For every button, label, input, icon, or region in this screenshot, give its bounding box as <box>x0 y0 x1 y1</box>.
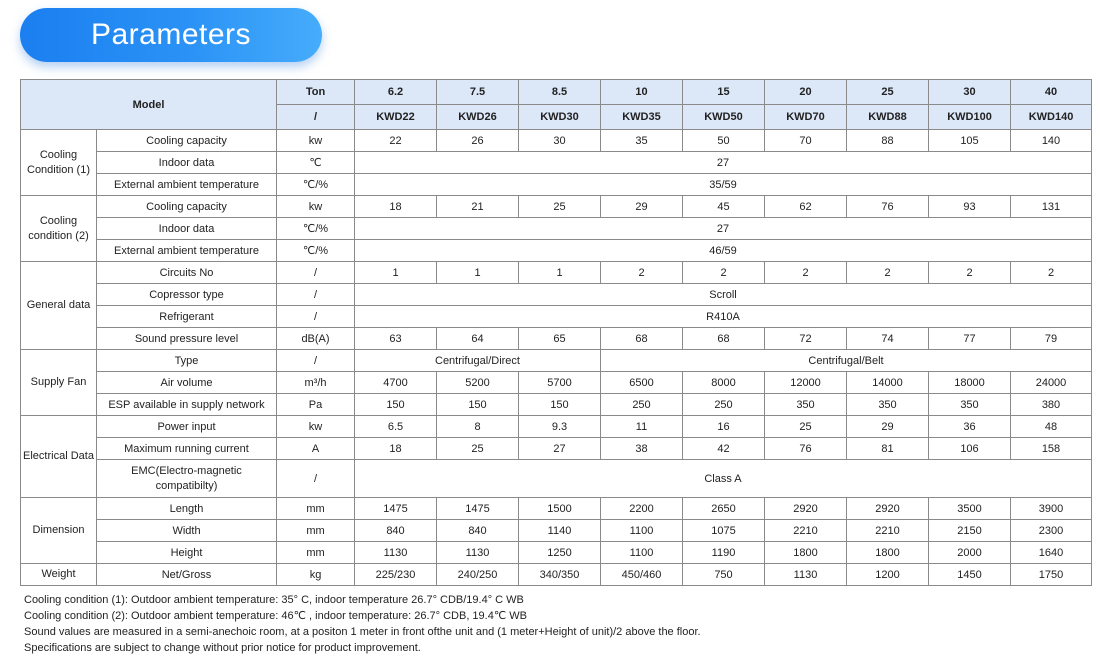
row-unit: / <box>277 262 355 284</box>
cell-value: 1 <box>519 262 601 284</box>
table-row <box>21 240 1092 262</box>
cell-value: 16 <box>683 416 765 438</box>
group-weight: Weight <box>21 564 97 586</box>
model-code: KWD30 <box>519 105 601 130</box>
cell-value: 35/59 <box>355 174 1092 196</box>
cell-value: 1450 <box>929 564 1011 586</box>
cell-value: 1130 <box>355 542 437 564</box>
row-unit: / <box>277 306 355 328</box>
cell-value: 2200 <box>601 498 683 520</box>
table-row <box>21 542 1092 564</box>
cell-value: 1 <box>437 262 519 284</box>
cell-value: 2 <box>847 262 929 284</box>
cell-value: Centrifugal/Belt <box>601 350 1092 372</box>
ton-value: 6.2 <box>355 80 437 105</box>
cell-value: 72 <box>765 328 847 350</box>
model-code: KWD22 <box>355 105 437 130</box>
cell-value: 2150 <box>929 520 1011 542</box>
table-row <box>21 218 1092 240</box>
row-unit: m³/h <box>277 372 355 394</box>
cell-value: 1190 <box>683 542 765 564</box>
cell-value: 63 <box>355 328 437 350</box>
cell-value: 350 <box>929 394 1011 416</box>
cell-value: 46/59 <box>355 240 1092 262</box>
cell-value: 2920 <box>765 498 847 520</box>
table-row <box>21 460 1092 498</box>
table-row <box>21 328 1092 350</box>
cell-value: 1130 <box>437 542 519 564</box>
row-unit: kg <box>277 564 355 586</box>
cell-value: 29 <box>847 416 929 438</box>
cell-value: 74 <box>847 328 929 350</box>
row-unit: mm <box>277 520 355 542</box>
row-label: ESP available in supply network <box>97 394 277 416</box>
cell-value: 38 <box>601 438 683 460</box>
cell-value: 12000 <box>765 372 847 394</box>
model-header: Model <box>21 80 277 130</box>
row-unit: ℃/% <box>277 218 355 240</box>
cell-value: 450/460 <box>601 564 683 586</box>
cell-value: 25 <box>519 196 601 218</box>
table-row <box>21 416 1092 438</box>
row-unit: mm <box>277 498 355 520</box>
cell-value: 64 <box>437 328 519 350</box>
cell-value: 6500 <box>601 372 683 394</box>
model-code: KWD88 <box>847 105 929 130</box>
row-label: Indoor data <box>97 218 277 240</box>
cell-value: 26 <box>437 130 519 152</box>
table-row <box>21 372 1092 394</box>
row-label: Copressor type <box>97 284 277 306</box>
ton-value: 40 <box>1011 80 1092 105</box>
model-code: KWD140 <box>1011 105 1092 130</box>
cell-value: 150 <box>437 394 519 416</box>
cell-value: 225/230 <box>355 564 437 586</box>
cell-value: 150 <box>355 394 437 416</box>
cell-value: 1800 <box>765 542 847 564</box>
row-unit: kw <box>277 416 355 438</box>
cell-value: 350 <box>765 394 847 416</box>
table-row <box>21 394 1092 416</box>
cell-value: 350 <box>847 394 929 416</box>
cell-value: 2300 <box>1011 520 1092 542</box>
row-unit: ℃ <box>277 152 355 174</box>
cell-value: 105 <box>929 130 1011 152</box>
row-label: Net/Gross <box>97 564 277 586</box>
cell-value: 158 <box>1011 438 1092 460</box>
cell-value: 93 <box>929 196 1011 218</box>
cell-value: 4700 <box>355 372 437 394</box>
cell-value: 2920 <box>847 498 929 520</box>
cell-value: Class A <box>355 460 1092 498</box>
ton-value: 15 <box>683 80 765 105</box>
row-label: Refrigerant <box>97 306 277 328</box>
ton-value: 20 <box>765 80 847 105</box>
cell-value: 2210 <box>765 520 847 542</box>
cell-value: 50 <box>683 130 765 152</box>
row-label: Sound pressure level <box>97 328 277 350</box>
ton-value: 30 <box>929 80 1011 105</box>
cell-value: 2 <box>601 262 683 284</box>
cell-value: 1130 <box>765 564 847 586</box>
cell-value: 1100 <box>601 520 683 542</box>
cell-value: 88 <box>847 130 929 152</box>
cell-value: 27 <box>519 438 601 460</box>
row-label: Indoor data <box>97 152 277 174</box>
cell-value: 2 <box>765 262 847 284</box>
table-row <box>21 520 1092 542</box>
ton-value: 7.5 <box>437 80 519 105</box>
cell-value: 1075 <box>683 520 765 542</box>
cell-value: 2 <box>1011 262 1092 284</box>
table-row <box>21 262 1092 284</box>
cell-value: 150 <box>519 394 601 416</box>
cell-value: 2210 <box>847 520 929 542</box>
row-label: Cooling capacity <box>97 196 277 218</box>
cell-value: 62 <box>765 196 847 218</box>
cell-value: 8 <box>437 416 519 438</box>
model-code: KWD50 <box>683 105 765 130</box>
cell-value: 68 <box>601 328 683 350</box>
cell-value: 750 <box>683 564 765 586</box>
cell-value: 5700 <box>519 372 601 394</box>
cell-value: 240/250 <box>437 564 519 586</box>
cell-value: 1750 <box>1011 564 1092 586</box>
model-code: KWD70 <box>765 105 847 130</box>
cell-value: 1640 <box>1011 542 1092 564</box>
cell-value: 22 <box>355 130 437 152</box>
cell-value: 77 <box>929 328 1011 350</box>
ton-value: 25 <box>847 80 929 105</box>
cell-value: 21 <box>437 196 519 218</box>
footnote: Sound values are measured in a semi-anechoic room, at a positon 1 meter in front ofthe unit and (1 meter+Height of unit)/2 above the floor. <box>24 626 701 638</box>
cell-value: 1 <box>355 262 437 284</box>
cell-value: 2650 <box>683 498 765 520</box>
cell-value: 2000 <box>929 542 1011 564</box>
row-unit: ℃/% <box>277 174 355 196</box>
row-unit: kw <box>277 130 355 152</box>
cell-value: Centrifugal/Direct <box>355 350 601 372</box>
cell-value: 27 <box>355 218 1092 240</box>
cell-value: 65 <box>519 328 601 350</box>
cell-value: 27 <box>355 152 1092 174</box>
cell-value: 3500 <box>929 498 1011 520</box>
cell-value: 81 <box>847 438 929 460</box>
group-general: General data <box>21 262 97 350</box>
row-unit: / <box>277 350 355 372</box>
cell-value: 8000 <box>683 372 765 394</box>
row-unit: / <box>277 284 355 306</box>
model-code: KWD26 <box>437 105 519 130</box>
cell-value: 76 <box>765 438 847 460</box>
row-label: Power input <box>97 416 277 438</box>
row-unit: Pa <box>277 394 355 416</box>
cell-value: 36 <box>929 416 1011 438</box>
table-row <box>21 438 1092 460</box>
row-unit: A <box>277 438 355 460</box>
cell-value: 30 <box>519 130 601 152</box>
table-row <box>21 130 1092 152</box>
ton-header: Ton <box>277 80 355 105</box>
cell-value: 1100 <box>601 542 683 564</box>
cell-value: 35 <box>601 130 683 152</box>
row-unit: dB(A) <box>277 328 355 350</box>
page-title: Parameters <box>20 8 322 62</box>
row-label: Height <box>97 542 277 564</box>
cell-value: 340/350 <box>519 564 601 586</box>
cell-value: 79 <box>1011 328 1092 350</box>
cell-value: 18000 <box>929 372 1011 394</box>
table-row <box>21 564 1092 586</box>
cell-value: 2 <box>929 262 1011 284</box>
cell-value: 1200 <box>847 564 929 586</box>
row-label: Width <box>97 520 277 542</box>
cell-value: 14000 <box>847 372 929 394</box>
cell-value: 380 <box>1011 394 1092 416</box>
cell-value: 24000 <box>1011 372 1092 394</box>
cell-value: 840 <box>355 520 437 542</box>
cell-value: 18 <box>355 196 437 218</box>
row-label: Length <box>97 498 277 520</box>
cell-value: 106 <box>929 438 1011 460</box>
cell-value: 5200 <box>437 372 519 394</box>
cell-value: 76 <box>847 196 929 218</box>
model-code: KWD100 <box>929 105 1011 130</box>
footnotes <box>24 592 1094 656</box>
row-unit: ℃/% <box>277 240 355 262</box>
ton-value: 10 <box>601 80 683 105</box>
group-cooling-2: Cooling condition (2) <box>21 196 97 262</box>
group-cooling-1: Cooling Condition (1) <box>21 130 97 196</box>
cell-value: 45 <box>683 196 765 218</box>
cell-value: 1140 <box>519 520 601 542</box>
cell-value: 25 <box>765 416 847 438</box>
cell-value: 1475 <box>355 498 437 520</box>
cell-value: 18 <box>355 438 437 460</box>
row-label: Circuits No <box>97 262 277 284</box>
table-row <box>21 196 1092 218</box>
row-unit: mm <box>277 542 355 564</box>
cell-value: 42 <box>683 438 765 460</box>
footnote: Cooling condition (1): Outdoor ambient temperature: 35° C, indoor temperature 26.7° CDB/19.4° C WB <box>24 594 524 606</box>
cell-value: 1800 <box>847 542 929 564</box>
row-unit: kw <box>277 196 355 218</box>
cell-value: 250 <box>601 394 683 416</box>
cell-value: 250 <box>683 394 765 416</box>
cell-value: 70 <box>765 130 847 152</box>
row-label: Type <box>97 350 277 372</box>
cell-value: 6.5 <box>355 416 437 438</box>
row-label: External ambient temperature <box>97 240 277 262</box>
row-label: External ambient temperature <box>97 174 277 196</box>
cell-value: 140 <box>1011 130 1092 152</box>
group-supply-fan: Supply Fan <box>21 350 97 416</box>
ton-value: 8.5 <box>519 80 601 105</box>
unit-header: / <box>277 105 355 130</box>
row-label: Cooling capacity <box>97 130 277 152</box>
model-code: KWD35 <box>601 105 683 130</box>
cell-value: 2 <box>683 262 765 284</box>
footnote: Specifications are subject to change without prior notice for product improvement. <box>24 642 421 654</box>
group-dimension: Dimension <box>21 498 97 564</box>
table-row <box>21 152 1092 174</box>
cell-value: 1250 <box>519 542 601 564</box>
table-row <box>21 498 1092 520</box>
cell-value: 68 <box>683 328 765 350</box>
cell-value: 25 <box>437 438 519 460</box>
cell-value: 1475 <box>437 498 519 520</box>
table-row <box>21 284 1092 306</box>
cell-value: 840 <box>437 520 519 542</box>
table-row <box>21 350 1092 372</box>
cell-value: 1500 <box>519 498 601 520</box>
cell-value: 48 <box>1011 416 1092 438</box>
row-label: Air volume <box>97 372 277 394</box>
table-row <box>21 306 1092 328</box>
row-label: EMC(Electro-magnetic compatibilty) <box>97 460 277 498</box>
table-row <box>21 174 1092 196</box>
parameters-table <box>20 79 1092 586</box>
cell-value: Scroll <box>355 284 1092 306</box>
cell-value: 131 <box>1011 196 1092 218</box>
cell-value: 11 <box>601 416 683 438</box>
row-label: Maximum running current <box>97 438 277 460</box>
header-ton-row <box>21 80 1092 105</box>
cell-value: 3900 <box>1011 498 1092 520</box>
footnote: Cooling condition (2): Outdoor ambient temperature: 46℃ , indoor temperature: 26.7° CDB, 19.4℃ WB <box>24 610 527 622</box>
cell-value: 29 <box>601 196 683 218</box>
cell-value: R410A <box>355 306 1092 328</box>
group-electrical: Electrical Data <box>21 416 97 498</box>
cell-value: 9.3 <box>519 416 601 438</box>
row-unit: / <box>277 460 355 498</box>
